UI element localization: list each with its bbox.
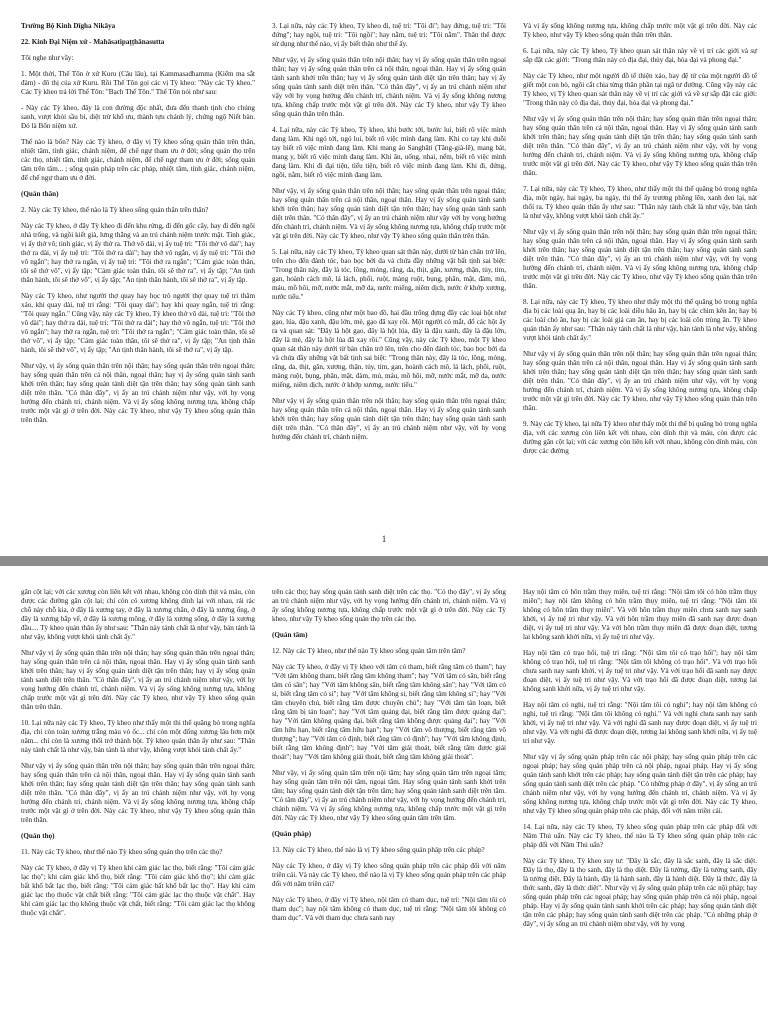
paragraph: Này các Tỳ kheo, cũng như một bao đồ, hai đầu trống đựng đầy các loại hột như gạo, lúa, đậu xanh, đậu lớn, mè, gạo đã xay rồi. Một người có mắt, đổ các hột ấy ra và quan sát: "Đây là hột gạo, đây là hột lúa, đây là đậu xanh, đây là đậu lớn, đây là mè, đây là hột lúa đã xay rồi." Cũng vậy, này các Tỳ kheo, một Tỳ kheo quan sát thân này dưới từ bàn chân trở lên, trên cho đến đảnh tóc, bao bọc bởi da và chứa đầy những vật bất tịnh sai biệt: "Trong thân này, đây là tóc, lông, móng, răng, da, thịt, gân, xương, thận, tủy, tim, gan, hoành cách mô, lá lách, phổi, ruột, màng ruột, bụng, phân, mật, đàm, mủ, máu, mồ hôi, mỡ, nước mắt, mỡ da, nước miếng, niêm dịch, nước ở khớp xương, nước tiểu." xyxy=(272,309,506,389)
paragraph: Như vậy vị ấy sống quán thân trên nội thân; hay sống quán thân trên ngoại thân; hay sống quán thân trên cả nội thân, ngoại thân. Hay vị ấy sống quán tánh sanh khởi trên thân; hay vị ấy sống quán tánh diệt tận trên thân; hay vị ấy sống quán tánh sanh diệt trên thân. "Có thân đây", vị ấy an trú chánh niệm như vậy, với hy vọng hướng đến chánh trí, chánh niệm. Và vị ấy sống không nương tựa, không chấp trước một vật gì trên đời. Này các Tỳ kheo, như vậy Tỳ kheo sống quán thân trên thân. xyxy=(21,649,255,711)
paragraph: Như vậy vị ấy sống quán thân trên nội thân; hay sống quán thân trên ngoại thân; hay sống quán thân trên cả nội thân, ngoại thân. Hay vị ấy sống quán tánh sanh khởi trên thân; hay sống quán tánh diệt tận trên thân; hay sống quán tánh sanh diệt trên thân. "Có thân đây", vị ấy an trú chánh niệm như vậy, với hy vọng hướng đến chánh trí, chánh niệm. Và vị ấy sống không nương tựa, không chấp trước một vật gì trên đời. Này các Tỳ kheo, như vậy Tỳ kheo sống quán thân trên thân. xyxy=(523,115,757,177)
paragraph: Này các Tỳ kheo, Tỳ kheo suy tư: "Đây là sắc, đây là sắc sanh, đây là sắc diệt. Đây là thọ, đây là thọ sanh, đây là thọ diệt. Đây là tưởng, đây là tưởng sanh, đây là tưởng diệt. Đây là hành, đây là hành sanh, đây là hành diệt. Đây là thức, đây là thức sanh, đây là thức diệt". Như vậy vị ấy sống quán pháp trên các nội pháp; hay sống quán pháp trên các ngoại pháp; hay sống quán pháp trên cả nội pháp, ngoại pháp. Hay vị ấy sống quán tánh sanh khởi trên các pháp; hay sống quán tánh diệt tận trên các pháp; hay sống quán tánh sanh diệt trên các pháp. "Có những pháp ở đây", vị ấy sống an trú chánh niệm như vậy, với hy vọng xyxy=(523,857,757,928)
document-page-2 xyxy=(0,566,768,1024)
page1-column-1 xyxy=(21,22,255,432)
paragraph: 2. Này các Tỳ kheo, thế nào là Tỳ kheo sống quán thân trên thân? xyxy=(21,206,209,214)
paragraph: - Này các Tỳ kheo, đây là con đường độc nhất, đưa đến thanh tịnh cho chúng sanh, vượt khỏi sầu bi, diệt trừ khổ ưu, thành tựu chánh lý, chứng ngộ Niết bàn. Đó là Bốn niệm xứ. xyxy=(21,104,255,130)
paragraph: Và vị ấy sống không nương tựa, không chấp trước một vật gì trên đời. Này các Tỳ kheo, như vậy Tỳ kheo sống quán thân trên thân. xyxy=(523,22,757,39)
paragraph: Này các Tỳ kheo, ở đây Tỳ kheo đi đến khu rừng, đi đến gốc cây, hay đi đến ngôi nhà trống, và ngồi kiết già, lưng thẳng và an trú chánh niệm trước mặt. Tỉnh giác, vị ấy thở vô; tỉnh giác, vị ấy thở ra. Thở vô dài, vị ấy tuệ tri: "Tôi thở vô dài"; hay thở ra dài, vị ấy tuệ tri: "Tôi thở ra dài"; hay thở vô ngắn, vị ấy tuệ tri: "Tôi thở vô ngắn"; hay thở ra ngắn, vị ấy tuệ tri: "Tôi thở ra ngắn"; "Cảm giác toàn thân, tôi sẽ thở vô", vị ấy tập; "Cảm giác toàn thân, tôi sẽ thở ra", vị ấy tập; "An tịnh thân hành, tôi sẽ thở vô", vị ấy tập; "An tịnh thân hành, tôi sẽ thở ra", vị ấy tập. xyxy=(21,222,255,284)
paragraph: Này các Tỳ kheo, ở đây vị Tỳ kheo sống quán pháp trên các pháp đối với năm triền cái. Và này các Tỳ kheo, thế nào là vị Tỳ kheo sống quán pháp trên các pháp đối với năm triền cái? xyxy=(272,862,506,888)
paragraph: Như vậy, vị ấy sống quán thân trên nội thân; hay vị ấy sống quán thân trên ngoại thân; hay vị ấy sống quán thân trên cả nội thân, ngoại thân. Hay vị ấy sống quán tánh sanh khởi trên thân; hay vị ấy sống quán tánh diệt tận trên thân; hay vị ấy sống quán tánh sanh diệt trên thân. "Có thân đây", vị ấy an trú chánh niệm như vậy với hy vọng hướng đến chánh trí, chánh niệm. Và vị ấy sống không nương tựa, không chấp trước một vật gì trên đời. Này các Tỳ kheo, như vậy Tỳ kheo sống quán thân trên thân. xyxy=(272,56,506,118)
page1-column-3 xyxy=(523,22,757,463)
paragraph: 7. Lại nữa, này các Tỳ kheo, Tỳ kheo, như thấy một thi thể quăng bỏ trong nghĩa địa, một ngày, hai ngày, ba ngày, thi thể ấy trương phồng lên, xanh đen lại, nát thối ra. Tỳ kheo quán thân ấy như sau: "Thân này tánh chất là như vậy, bản tánh là như vậy, không vượt khỏi tánh chất ấy." xyxy=(523,185,757,220)
paragraph: Này các Tỳ kheo, ở đây vị Tỳ kheo, nội tâm có tham dục, tuệ tri: "Nội tâm tôi có tham dục"; hay nội tâm không có tham dục, tuệ tri rằng: "Nội tâm tôi không có tham dục". Và với tham dục chưa sanh nay xyxy=(272,896,506,922)
page2-column-2 xyxy=(272,588,506,930)
paragraph: 8. Lại nữa, này các Tỳ kheo, Tỳ kheo như thấy một thi thể quăng bỏ trong nghĩa địa bị các loài quạ ăn, hay bị các loài diều hâu ăn, hay bị các chim kên ăn; hay bị các loài chó ăn, hay bị các loài giả can ăn, hay bị các loài côn trùng ăn. Tỳ kheo quán thân ấy như sau: "Thân này tánh chất là như vậy, bản tánh là như vậy, không vượt khỏi tánh chất ấy." xyxy=(523,298,757,342)
paragraph: Như vậy vị ấy sống quán thân trên nội thân; hay sống quán thân trên ngoại thân; hay sống quán thân trên cả nội thân, ngoại thân. Hay vị ấy sống quán tánh sanh khởi trên thân; hay sống quán tánh diệt tận trên thân; hay sống quán tánh sanh diệt trên thân. "Có thân đây", vị ấy an trú chánh niệm như vậy, với hy vọng hướng đến chánh trí, chánh niệm. Và vị ấy sống không nương tựa, không chấp trước một vật gì trên đời. Này các Tỳ kheo, như vậy Tỳ kheo sống quán thân trên thân. xyxy=(523,228,757,290)
paragraph: Này các Tỳ kheo, ở đây vị Tỳ kheo khi cảm giác lạc thọ, biết rằng: "Tôi cảm giác lạc thọ"; khi cảm giác khổ thọ, biết rằng: "Tôi cảm giác khổ thọ"; khi cảm giác bất khổ bất lạc thọ, biết rằng: "Tôi cảm giác bất khổ bất lạc thọ". Hay khi cảm giác lạc thọ thuộc vật chất biết rằng: "Tôi cảm giác lạc thọ thuộc vật chất". Hay khi cảm giác lạc thọ không thuộc vật chất, biết rằng: "Tôi cảm giác lạc thọ không thuộc vật chất". xyxy=(21,864,255,917)
paragraph: Như vậy vị ấy sống quán thân trên nội thân; hay sống quán thân trên ngoại thân; hay sống quán thân trên cả nội thân, ngoại thân. Hay vị ấy sống quán tánh sanh khởi trên thân; hay sống quán tánh diệt tận trên thân; hay sống quán tánh sanh diệt trên thân. "Có thân đây", vị ấy an trú chánh niệm như vậy, với hy vọng hướng đến chánh trí, chánh niệm. xyxy=(272,397,506,441)
paragraph: Như vậy, vị ấy sống quán thân trên nội thân; hay sống quán thân trên ngoại thân; hay sống quán thân trên cả nội thân, ngoại thân; hay vị ấy sống quán tánh sanh khởi trên thân; hay sống quán tánh diệt tận trên thân; hay sống quán tánh sanh diệt trên thân. "Có thân đây", vị ấy an trú chánh niệm như vậy, với hy vọng hướng đến chánh trí, chánh niệm. Và vị ấy sống không nương tựa, không chấp trước một vật gì ở trên đời. Này các Tỳ kheo, như vậy Tỳ kheo sống quán thân trên thân. xyxy=(21,362,255,424)
paragraph: Như vậy vị ấy sống quán thân trên nội thân; hay sống quán thân trên ngoại thân; hay sống quán thân trên cả nội thân, ngoại thân. Hay vị ấy sống quán tánh sanh khởi trên thân; hay sống quán tánh diệt tận trên thân; hay sống quán tánh sanh diệt trên thân. "Có thân đây", vị ấy an trú chánh niệm như vậy, với hy vọng hướng đến chánh trí, chánh niệm. Và vị ấy sống không nương tựa, không chấp trước một vật gì ở trên đời. Này các Tỳ kheo, như vậy Tỳ kheo sống quán thân trên thân. xyxy=(21,762,255,824)
page2-column-1 xyxy=(21,588,255,925)
paragraph: Như vậy vị ấy sống quán pháp trên các nội pháp; hay sống quán pháp trên các ngoại pháp; hay sống quán pháp trên cả nội pháp, ngoại pháp. Hay vị ấy sống quán tánh sanh khởi trên các pháp; hay sống quán tánh diệt tận trên các pháp; hay sống quán tánh sanh diệt trên các pháp. "Có những pháp ở đây", vị ấy sống an trú chánh niệm như vậy, với hy vọng hướng đến chánh trí, chánh niệm. Và vị ấy sống không nương tựa, không chấp trước một vật gì trên đời. Này các Tỳ kheo, như vậy Tỳ kheo sống quán pháp trên các pháp, đối với năm triền cái. xyxy=(523,753,757,815)
paragraph: 14. Lại nữa, này các Tỳ kheo, Tỳ kheo sống quán pháp trên các pháp đối với Năm Thủ uẩn. Này các Tỳ kheo, thế nào là Tỳ kheo sống quán pháp trên các pháp đối với Năm Thủ uẩn? xyxy=(523,823,757,849)
section-heading: (Quán tâm) xyxy=(272,631,308,639)
paragraph: Như vậy, vị ấy sống quán thân trên nội thân; hay sống quán thân trên ngoại thân; hay sống quán thân trên cả nội thân, ngoại thân. Hay vị ấy sống quán tánh sanh khởi trên thân; hay sống quán tánh diệt tận trên thân; hay sống quán tánh sanh diệt trên thân. "Có thân đây", vị ấy an trú chánh niệm như vậy với hy vọng hướng đến chánh trí, chánh niệm. Và vị ấy sống không nương tựa, không chấp trước một vật gì trên đời. Này các Tỳ kheo, như vậy Tỳ kheo sống quán thân trên thân. xyxy=(272,187,506,240)
paragraph: 13. Này các Tỳ kheo, thế nào là vị Tỳ kheo sống quán pháp trên các pháp? xyxy=(272,846,485,854)
paragraph: 5. Lại nữa, này các Tỳ kheo, Tỳ kheo quan sát thân này, dưới từ bàn chân trở lên, trên cho đến đảnh tóc, bao bọc bởi da và chứa đầy những vật bất tịnh sai biệt: "Trong thân này, đây là tóc, lông, móng, răng, da, thịt, gân, xương, thận, tủy, tim, gan, hoành cách mô, lá lách, phổi, ruột, màng ruột, bụng, phân, mật, đàm, mủ, máu, mồ hôi, mỡ, nước mắt, mỡ da, nước miếng, niêm dịch, nước ở khớp xương, nước tiểu." xyxy=(272,248,506,301)
paragraph: 12. Này các Tỳ kheo, như thế nào Tỳ kheo sống quán tâm trên tâm? xyxy=(272,647,466,655)
paragraph: Này các Tỳ kheo, như một người đồ tể thiện xảo, hay đệ tử của một người đồ tể giết một con bò, ngồi cắt chia từng thân phần tại ngã tư đường. Cũng vậy này các Tỳ kheo, vị Tỳ kheo quan sát thân này về vị trí các giới và về sự sắp đặt các giới: "Trong thân này có địa đại, thủy đại, hỏa đại và phong đại." xyxy=(523,72,757,107)
paragraph: Thế nào là bốn? Này các Tỳ kheo, ở đây vị Tỳ kheo sống quán thân trên thân, nhiệt tâm, tỉnh giác, chánh niệm, để chế ngự tham ưu ở đời; sống quán thọ trên các thọ, nhiệt tâm, tỉnh giác, chánh niệm, để chế ngự tham ưu ở đời; sống quán tâm trên tâm... ; sống quán pháp trên các pháp, nhiệt tâm, tỉnh giác, chánh niệm, để chế ngự tham ưu ở đời. xyxy=(21,138,255,182)
page-number: 1 xyxy=(381,534,387,544)
paragraph: trên các thọ; hay sống quán tánh sanh diệt trên các thọ. "Có thọ đây", vị ấy sống an trú chánh niệm như vậy, với hy vọng hướng đến chánh trí, chánh niệm. Và vị ấy sống không nương tựa, không chấp trước một vật gì ở trên đời. Này các Tỳ kheo, như vậy Tỳ kheo sống quán thọ trên các thọ. xyxy=(272,588,506,623)
paragraph: Này các Tỳ kheo, ở đây vị Tỳ kheo với tâm có tham, biết rằng tâm có tham"; hay "Với tâm không tham, biết rằng tâm không tham"; hay "Với tâm có sân, biết rằng tâm có sân"; hay "Với tâm không sân, biết rằng tâm không sân"; hay "Với tâm có si, biết rằng tâm có si"; hay "Với tâm không si, biết rằng tâm không si"; hay "Với tâm chuyên chú, biết rằng tâm được chuyên chú"; hay "Với tâm tán loạn, biết rằng tâm bị tán loạn"; hay "Với tâm quảng đại, biết rằng tâm được quảng đại"; hay "Với tâm không quảng đại, biết rằng tâm không được quảng đại"; hay "Với tâm hữu hạn, biết rằng tâm hữu hạn"; hay "Với tâm vô thượng, biết rằng tâm vô thượng"; hay "Với tâm có định, biết rằng tâm có định"; hay "Với tâm không định, biết rằng tâm không định"; hay "Với tâm giải thoát, biết rằng tâm được giải thoát"; hay "Với tâm không giải thoát, biết rằng tâm không giải thoát". xyxy=(272,663,506,761)
paragraph: Này các Tỳ kheo, như người thợ quay hay học trò người thợ quay tuệ tri thâm xảo, khi quay dài, tuệ tri rằng: "Tôi quay dài"; hay khi quay ngắn, tuệ tri rằng: "Tôi quay ngắn." Cũng vậy, này các Tỳ kheo, Tỳ kheo thở vô dài, tuệ tri: "Tôi thở vô dài"; hay thở ra dài, tuệ tri: "Tôi thở ra dài"; hay thở vô ngắn, tuệ tri: "Tôi thở vô ngắn"; hay thở ra ngắn, tuệ tri: "Tôi thở ra ngắn"; "Cảm giác toàn thân, tôi sẽ thở vô", vị ấy tập; "Cảm giác toàn thân, tôi sẽ thở ra", vị ấy tập; "An tịnh thân hành, tôi sẽ thở vô", vị ấy tập; "An tịnh thân hành, tôi sẽ thở ra", vị ấy tập. xyxy=(21,292,255,354)
paragraph: Hay nội tâm có hôn trầm thụy miên, tuệ tri rằng: "Nội tâm tôi có hôn trầm thụy miên"; hay nội tâm không có hôn trầm thụy miên, tuệ tri rằng: "Nội tâm tôi không có hôn trầm thụy miên". Và với hôn trầm thụy miên chưa sanh nay sanh khởi, vị ấy tuệ tri như vậy. Và với hôn trầm thụy miên đã sanh nay được đoạn diệt, vị ấy tuệ tri như vậy. Và với hôn trầm thụy miên đã được đoạn diệt, tương lai không sanh khởi nữa, vị ấy tuệ tri như vậy. xyxy=(523,588,757,641)
paragraph: gân cột lại; với các xương còn liên kết với nhau, không còn dính thịt và máu, còn được các đường gân cột lại; chỉ còn có xương không dính lại với nhau, rải rác chỗ này chỗ kia, ở đây là xương tay, ở đây là xương chân, ở đây là xương ống, ở đây là xương bắp vế, ở đây là xương mông, ở đây là xương sống, ở đây là xương đầu.... Tỳ kheo quán thân ấy như sau: "Thân này tánh chất là như vậy, bản tánh là như vậy, không vượt khỏi tánh chất ấy." xyxy=(21,588,255,641)
section-heading: (Quán thọ) xyxy=(21,832,55,840)
paragraph: Tôi nghe như vầy: xyxy=(21,54,74,62)
paragraph: Hay nội tâm có trạo hối, tuệ tri rằng: "Nội tâm tôi có trạo hối"; hay nội tâm không có trạo hối, tuệ tri rằng: "Nội tâm tôi không có trạo hối". Và với trạo hối chưa sanh nay sanh khởi, vị ấy tuệ tri như vậy. Và với trạo hối đã sanh nay được đoạn diệt, vị ấy tuệ tri như vậy. Và với trạo hối đã được đoạn diệt, tương lai không sanh khởi nữa, vị ấy tuệ tri như vậy. xyxy=(523,649,757,693)
paragraph: 3. Lại nữa, này các Tỳ kheo, Tỳ kheo đi, tuệ tri: "Tôi đi"; hay đứng, tuệ tri: "Tôi đứng"; hay ngồi, tuệ tri: "Tôi ngồi"; hay nằm, tuệ tri: "Tôi nằm". Thân thể được sử dụng như thế nào, vị ấy biết thân như thế ấy. xyxy=(272,22,506,48)
paragraph: Như vậy, vị ấy sống quán tâm trên nội tâm; hay sống quán tâm trên ngoại tâm; hay sống quán tâm trên nội tâm, ngoại tâm. Hay sống quán tánh sanh khởi trên tâm; hay sống quán tánh diệt tận trên tâm; hay sống quán tánh sanh diệt trên tâm. "Có tâm đây", vị ấy an trú chánh niệm như vậy, với hy vọng hướng đến chánh trí, chánh niệm. Và vị ấy sống không nương tựa, không chấp trước một vật gì trên đời. Này các Tỳ kheo, như vậy Tỳ kheo sống quán tâm trên tâm. xyxy=(272,769,506,822)
section-heading: Trường Bộ Kinh Dīgha Nikāya xyxy=(21,22,116,30)
section-heading: 22. Kinh Ðại Niệm xứ - Mahāsatipaṭṭhānasutta xyxy=(21,38,165,46)
paragraph: 6. Lại nữa, này các Tỳ kheo, Tỳ kheo quan sát thân này về vị trí các giới và sự sắp đặt các giới: "Trong thân này có địa đại, thủy đại, hỏa đại và phong đại." xyxy=(523,47,757,64)
paragraph: 11. Này các Tỳ kheo, như thế nào Tỳ kheo sống quán thọ trên các thọ? xyxy=(21,848,223,856)
section-heading: (Quán pháp) xyxy=(272,830,312,838)
paragraph: Như vậy vị ấy sống quán thân trên nội thân; hay sống quán thân trên ngoại thân; hay sống quán thân trên cả nội thân, ngoại thân. Hay vị ấy sống quán tánh sanh khởi trên thân; hay sống quán tánh diệt tận trên thân; hay sống quán tánh sanh diệt trên thân. "Có thân đây", vị ấy an trú chánh niệm như vậy, với hy vọng hướng đến chánh trí, chánh niệm. Và vị ấy sống không nương tựa, không chấp trước một vật gì trên đời. Này các Tỳ kheo, như vậy Tỳ kheo sống quán thân trên thân. xyxy=(523,350,757,412)
paragraph: 1. Một thời, Thế Tôn ở xứ Kuru (Câu lâu), tại Kammasadhamma (Kiếm ma sắt đàm) - đô thị của xứ Kuru. Rồi Thế Tôn gọi các vị Tỳ kheo: "Này các Tỳ kheo." Các Tỳ kheo trả lời Thế Tôn: "Bạch Thế Tôn." Thế Tôn nói như sau: xyxy=(21,70,255,96)
page1-column-2 xyxy=(272,22,506,449)
paragraph: 4. Lại nữa, này các Tỳ kheo, Tỳ kheo, khi bước tới, bước lui, biết rõ việc mình đang làm. Khi ngó tới, ngó lui, biết rõ việc mình đang làm. Khi co tay khi duỗi tay biết rõ việc mình đang làm. Khi mang áo Sanghāti (Tăng-già-lê), mang bát, mang y, biết rõ việc mình đang làm. Khi ăn, uống, nhai, nếm, biết rõ việc mình đang làm. Khi đi đại tiện, tiểu tiện, biết rõ việc mình đang làm. Khi đi, đứng, ngồi, nằm, biết rõ việc mình đang làm. xyxy=(272,126,506,179)
paragraph: 9. Này các Tỳ kheo, lại nữa Tỳ kheo như thấy một thi thể bị quăng bỏ trong nghĩa địa, với các xương còn liên kết với nhau, còn dính thịt và máu, còn được các đường gân cột lại; với các xương còn liên kết với nhau, không còn dính máu, còn được các đường xyxy=(523,420,757,455)
paragraph: Hay nội tâm có nghi, tuệ tri rằng: "Nội tâm tôi có nghi"; hay nội tâm không có nghi, tuệ tri rằng: "Nội tâm tôi không có nghi." Và với nghi chưa sanh nay sanh khởi, vị ấy tuệ tri như vậy. Và với nghi đã sanh nay được đoạn diệt, vị ấy tuệ tri như vậy. Và với nghi đã được đoạn diệt, tương lai không sanh khởi nữa, vị ấy tuệ tri như vậy. xyxy=(523,701,757,745)
section-heading: (Quán thân) xyxy=(21,190,59,198)
page2-column-3 xyxy=(523,588,757,936)
paragraph: 10. Lại nữa này các Tỳ kheo, Tỳ kheo như thấy một thi thể quăng bỏ trong nghĩa địa, chỉ còn toàn xương trắng màu vỏ ốc... chỉ còn một đống xương lâu hơn một năm... chỉ còn là xương thối trở thành bột. Tỳ kheo quán thân ấy như sau: "Thân này tánh chất là như vậy, bản tánh là như vậy, không vượt khỏi tánh chất ấy." xyxy=(21,719,255,754)
